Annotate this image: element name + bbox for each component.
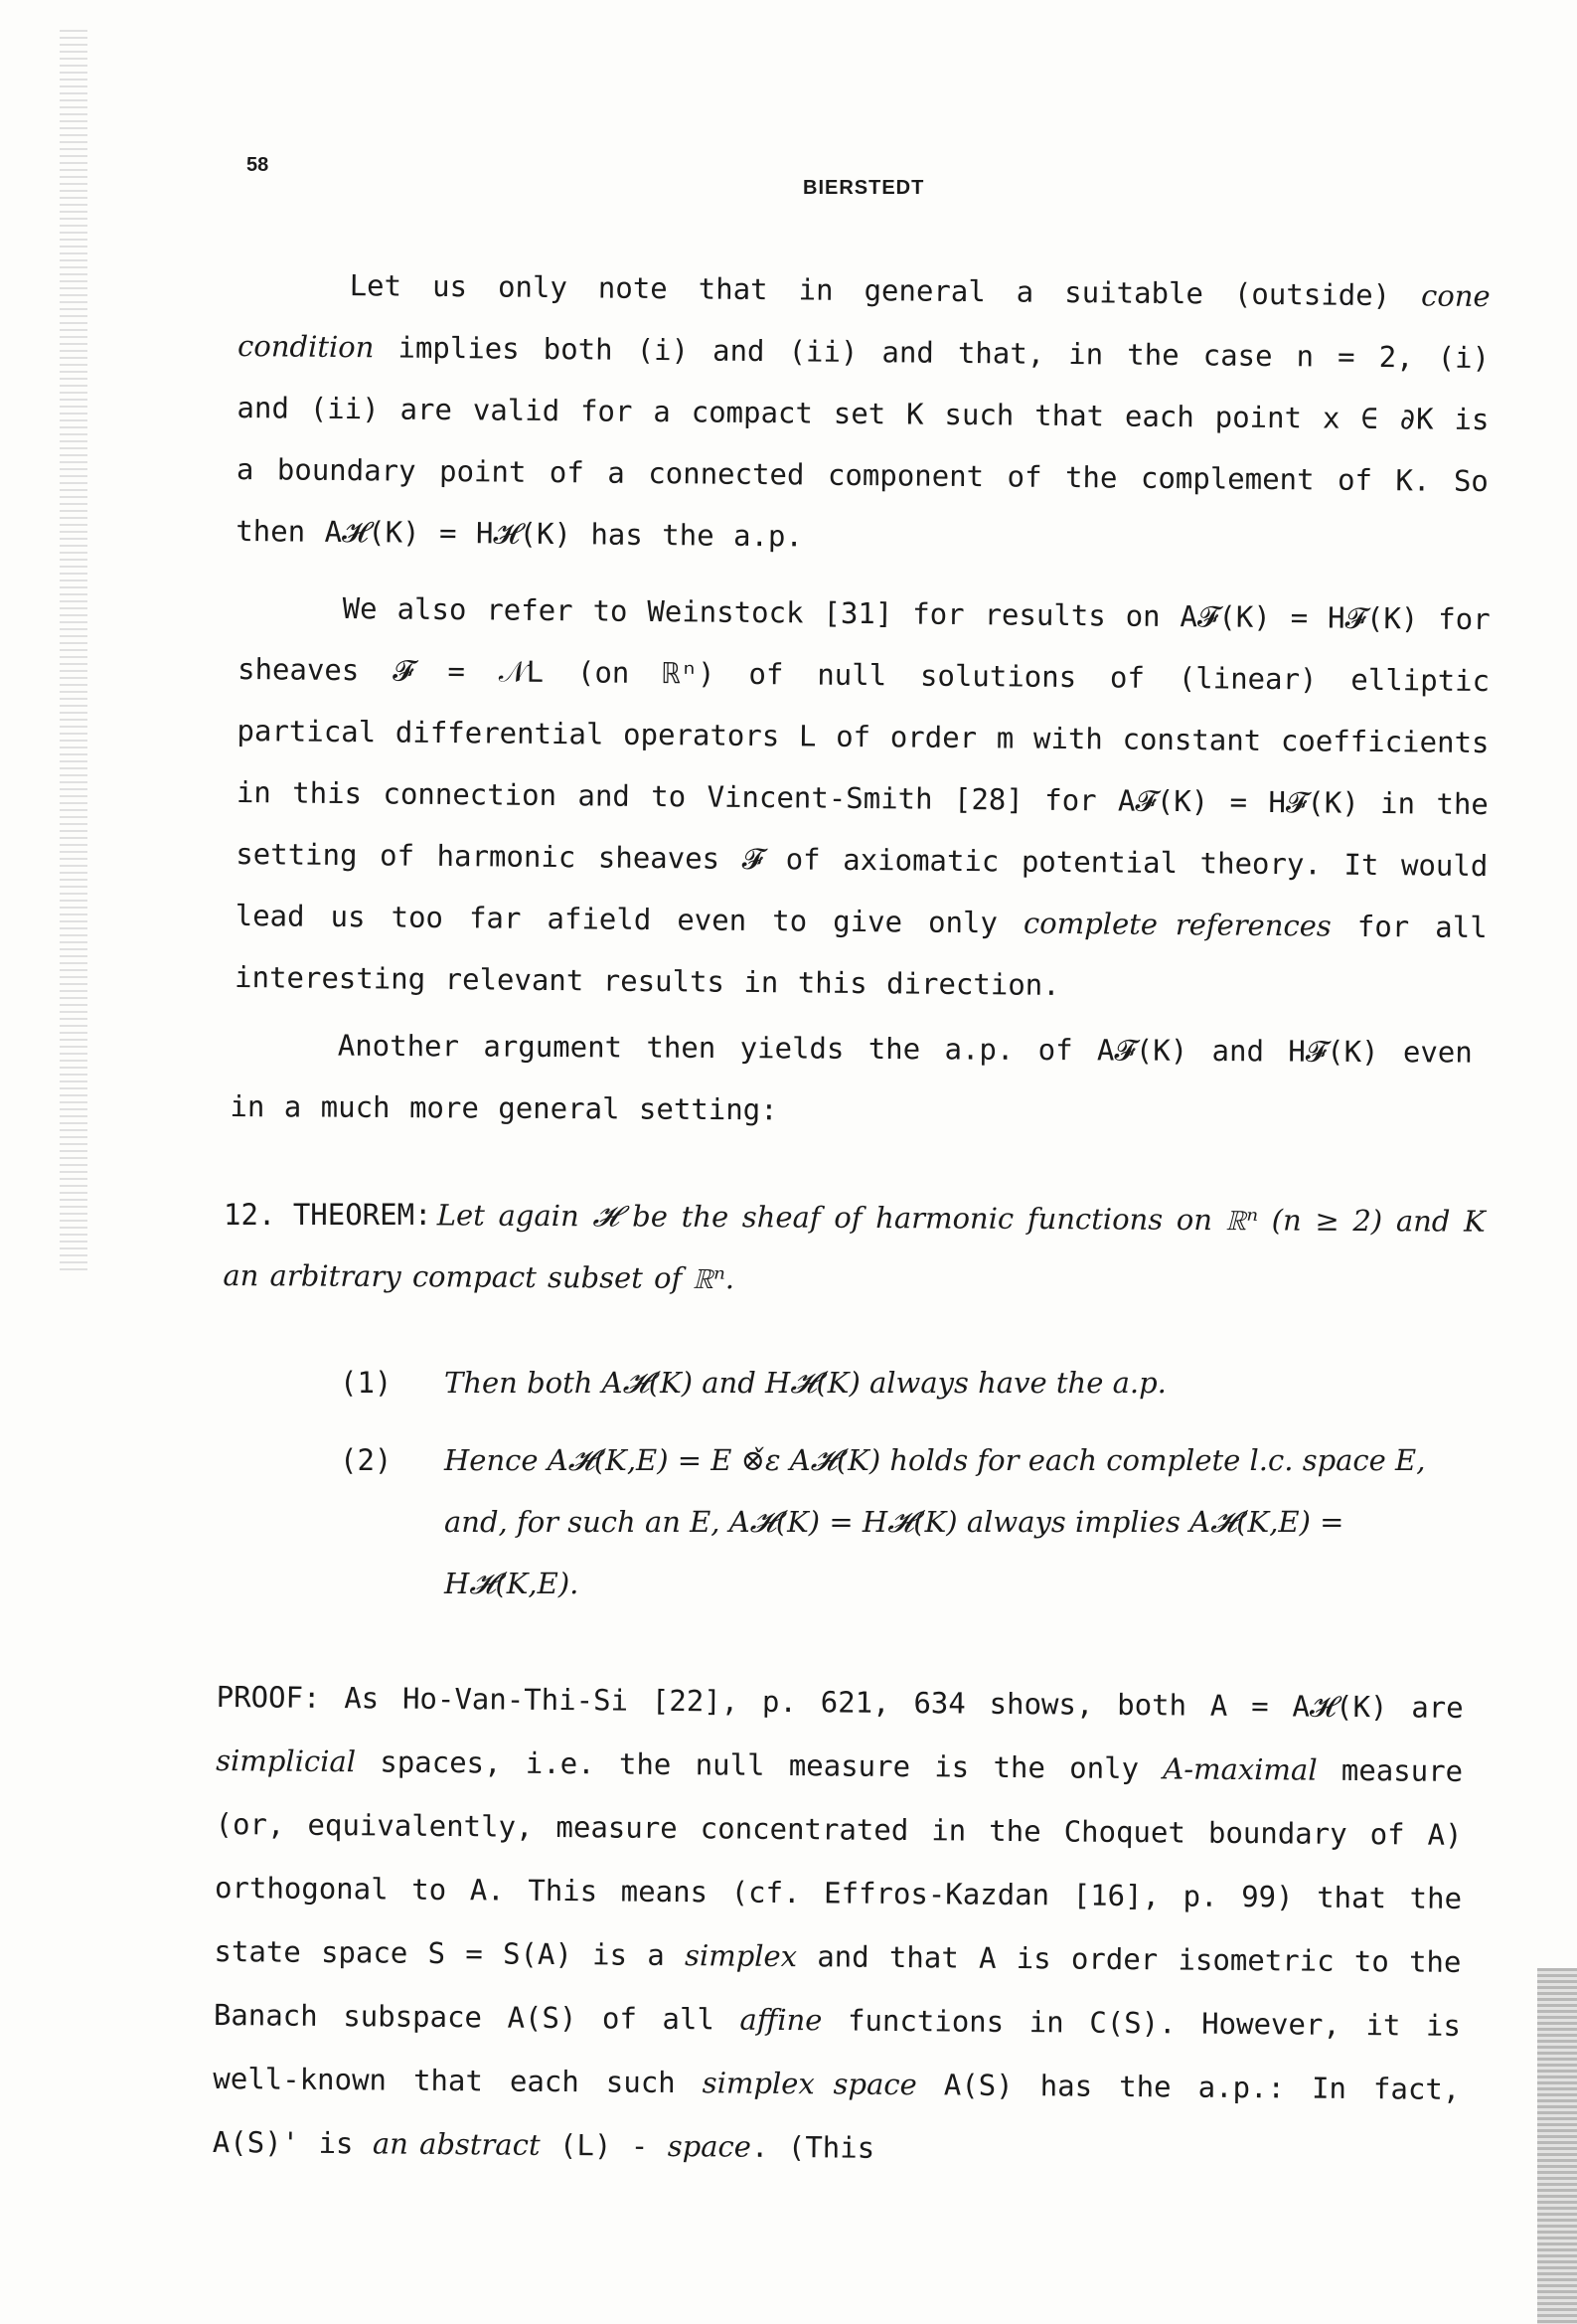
text-run: for all interesting relevant results in this direction. <box>234 909 1488 1002</box>
item-text: Then both A𝓗(K) and H𝓗(K) always have the a.p. <box>444 1366 1167 1400</box>
item-number: (2) <box>340 1443 393 1477</box>
italic-text: space <box>667 2128 752 2164</box>
theorem-item-2 <box>340 1429 1483 1628</box>
italic-text: Let again 𝓗 be the sheaf of harmonic functions on ℝⁿ (n ≥ 2) and K an arbitrary compact subset of ℝⁿ. <box>223 1198 1486 1296</box>
paragraph-1 <box>236 253 1491 574</box>
text-run: PROOF: As Ho-Van-Thi-Si [22], p. 621, 634 shows, both A = A𝓗(K) are <box>216 1679 1464 1725</box>
theorem-statement <box>223 1183 1486 1314</box>
italic-text: simplicial <box>216 1743 357 1779</box>
paragraph-2 <box>235 577 1491 1020</box>
scan-edge-left <box>60 30 87 1272</box>
text-run: measure (or, equivalently, measure concentrated in the Choquet boundary of A) orthogonal to A. This means (cf. Effros-Kazdan [16], p. 99) that the state space S = S(A) is a <box>214 1752 1464 1973</box>
item-text: Hence A𝓗(K,E) = E ⊗̌ε A𝓗(K) holds for each complete l.c. space E, and, for such an E, A𝓗(K) = H𝓗(K) always implies A𝓗(K,E) = H𝓗(K,E). <box>444 1443 1426 1600</box>
text-run: (L) - <box>540 2127 668 2163</box>
text-run: Another argument then yields the a.p. of A𝓕(K) and H𝓕(K) even in a much more general setting: <box>230 1028 1473 1127</box>
text-run: We also refer to Weinstock [31] for results on A𝓕(K) = H𝓕(K) for sheaves 𝓕 = 𝒩L (on ℝⁿ) of null solutions of (linear) elliptic partical differential operators L of order m with constant coefficients in this connection and to Vincent-Smith [28] for A𝓕(K) = H𝓕(K) in the setting of harmonic sheaves 𝓕 of axiomatic potential theory. It would lead us too far afield even to give only <box>235 591 1491 940</box>
text-run: and that A is order isometric to the Banach subspace A(S) of all <box>213 1939 1462 2037</box>
paragraph-3 <box>230 1014 1473 1145</box>
text-run: A(S) has the a.p.: In fact, A(S)' is <box>212 2068 1461 2161</box>
theorem-item-1 <box>340 1352 1483 1413</box>
text-run: implies both (i) and (ii) and that, in the case n = 2, (i) and (ii) are valid for a compact set K such that each point x ∈ ∂K is a boundary point of a connected component of the complement of K. So then A𝓗(K) = H𝓗(K) has the a.p. <box>236 330 1491 554</box>
text-run: . (This <box>750 2129 875 2165</box>
text-run: spaces, i.e. the null measure is the only <box>355 1744 1164 1786</box>
proof-paragraph <box>213 1665 1464 2185</box>
italic-text: complete references <box>1023 906 1332 943</box>
text-run: functions in C(S). However, it is well-known that each such <box>213 2003 1462 2100</box>
italic-text: affine <box>739 2002 823 2038</box>
item-number: (1) <box>340 1366 393 1400</box>
italic-text: simplex <box>684 1938 798 1974</box>
italic-text: simplex space <box>702 2066 917 2102</box>
italic-text: A-maximal <box>1163 1751 1318 1787</box>
page-number: 58 <box>246 154 269 176</box>
theorem-label: 12. THEOREM: <box>224 1198 432 1232</box>
text-run: Let us only note that in general a suitable (outside) <box>349 268 1422 313</box>
running-head: BIERSTEDT <box>803 177 925 199</box>
italic-text: cone condition <box>237 278 1491 365</box>
scan-edge-right <box>1537 1968 1577 2324</box>
italic-text: an abstract <box>372 2126 541 2162</box>
